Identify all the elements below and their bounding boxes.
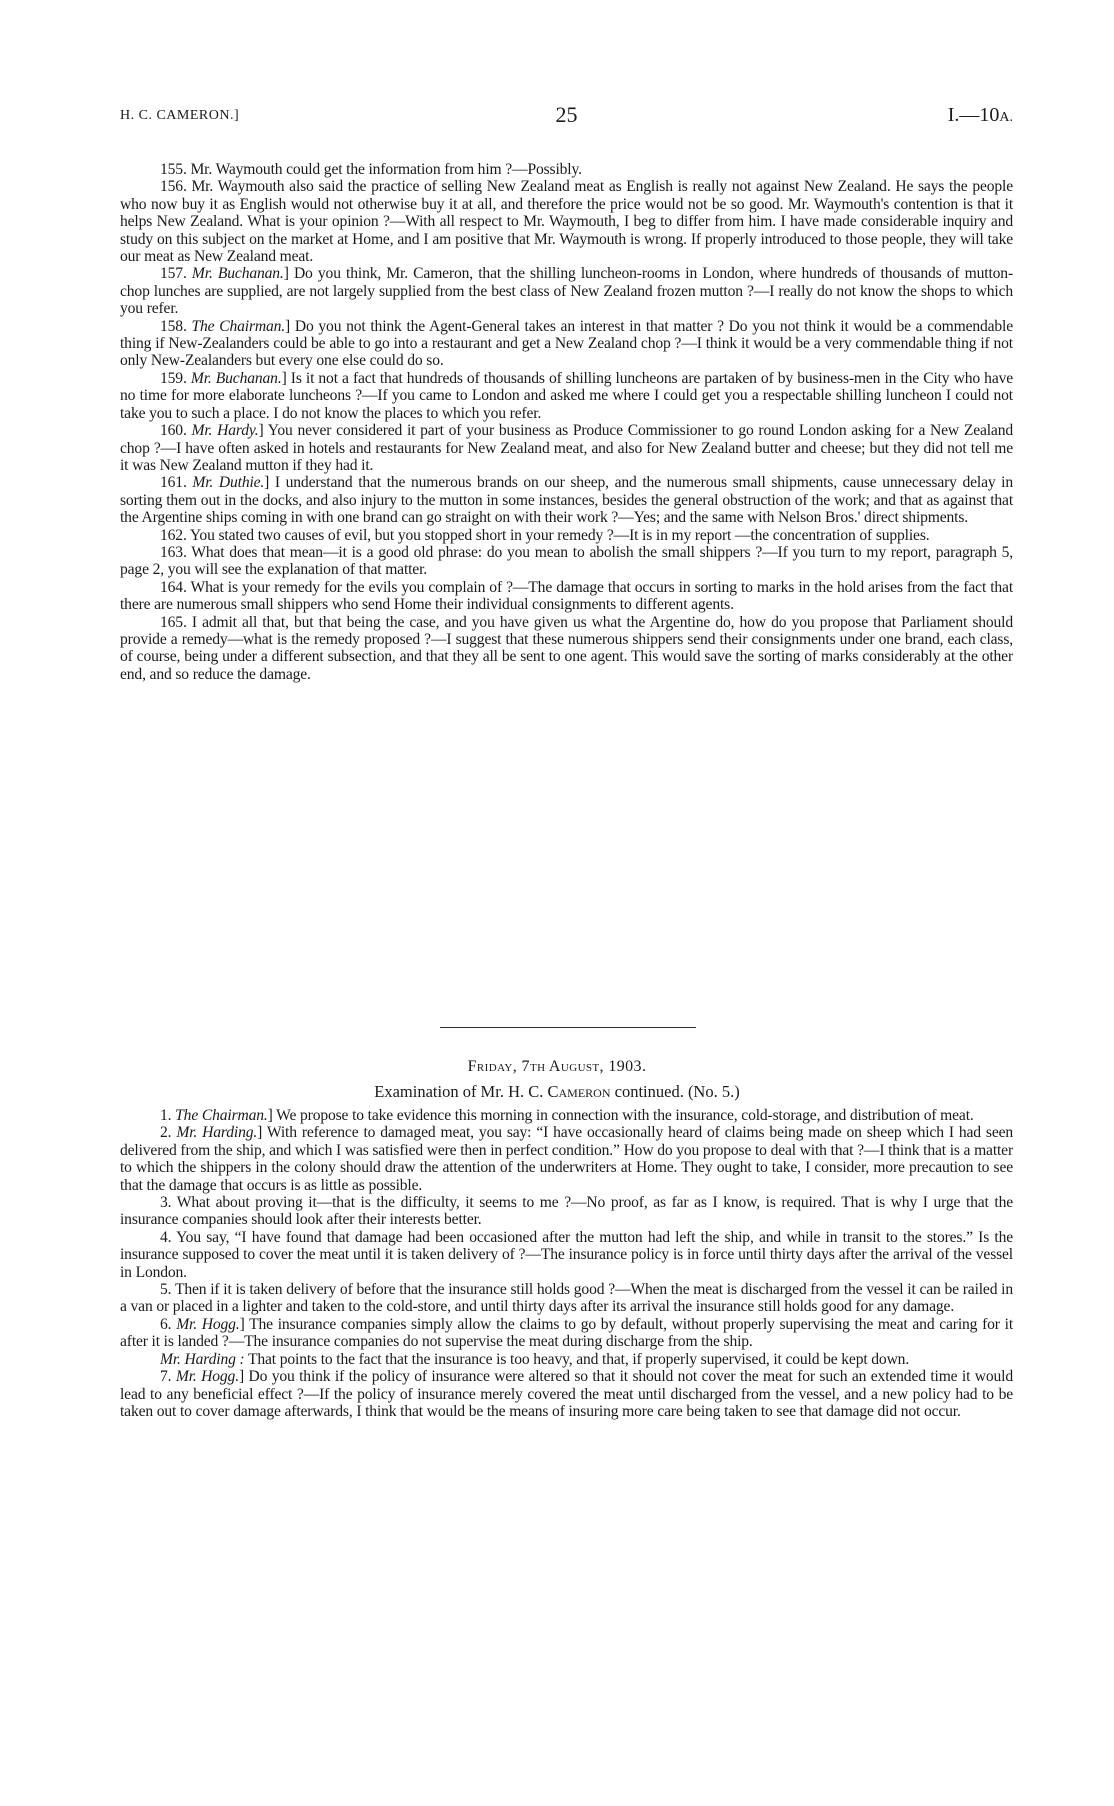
question-text: ] We propose to take evidence this morning in connection with the insurance, cold-storage, and distribution of meat. — [267, 1107, 974, 1124]
question-number: 161. — [160, 474, 187, 492]
witness-name: Cameron — [547, 1082, 611, 1101]
question-text: ] Do you think if the policy of insurance were altered so that it should not cover the meat for such an extended time it would lead to any beneficial effect ?—If the policy of insurance merely covered the meat until discharged from the vessel, and a new policy had to be taken out to cover damage afterwards, I think that would be the means of insuring more care being taken to see that damage did not occur. — [120, 1368, 1014, 1420]
question-paragraph — [120, 422, 1013, 474]
speaker-name: Mr. Buchanan. — [190, 369, 282, 387]
question-paragraph — [120, 161, 1013, 178]
question-paragraph — [120, 1368, 1013, 1420]
question-number: 162. — [160, 526, 187, 544]
question-text: I admit all that, but that being the case, and you have given us what the Argentine do, how do you propose that Parliament should provide a remedy—what is the remedy proposed ?—I suggest that these numerous shippers send their consignments under one brand, each class, of course, being under a different subsection, and that they all be sent to one agent. This would save the sorting of marks considerably at the other end, and so reduce the damage. — [120, 613, 1014, 683]
question-paragraph — [120, 1107, 1013, 1124]
question-paragraph — [120, 178, 1013, 265]
question-paragraph — [120, 614, 1013, 684]
question-number: 3. — [160, 1194, 172, 1212]
question-text: Then if it is taken delivery of before that the insurance still holds good ?—When the meat is discharged from the vessel it can be railed in a van or placed in a lighter and taken to the cold-store, and until thirty days after its arrival the insurance still holds good for any damage. — [120, 1281, 1014, 1316]
question-text: Mr. Waymouth could get the information from him ?—Possibly. — [190, 161, 582, 178]
question-text: What about proving it—that is the difficulty, it seems to me ?—No proof, as far as I know, is required. That is why I urge that the insurance companies should look after their interests better. — [120, 1194, 1013, 1229]
question-number: 4. — [160, 1228, 172, 1246]
examination-prefix: Examination of Mr. H. C. — [374, 1082, 544, 1101]
question-number: 157. — [160, 265, 187, 283]
speaker-name: Mr. Hogg. — [176, 1315, 240, 1333]
question-number: 159. — [160, 369, 187, 387]
question-number: 1. — [160, 1107, 172, 1124]
question-text: ] With reference to damaged meat, you say: “I have occasionally heard of claims being made on sheep which I had seen delivered from the ship, and which I was satisfied were then in perfect condition.” How do you propose to deal with that ?—I think that is a matter to which the shippers in the colony should draw the attention of the underwriters at Home. They ought to take, I consider, more precaution to see that the damage that occurs is as little as possible. — [120, 1124, 1014, 1194]
question-text: What is your remedy for the evils you complain of ?—The damage that occurs in sorting to marks in the hold arises from the fact that there are numerous small shippers who send Home their individual consignments to different agents. — [120, 578, 1014, 614]
question-paragraph — [120, 1281, 1013, 1316]
question-text: ] I understand that the numerous brands on our sheep, and the numerous small shipments, cause unnecessary delay in sorting them out in the docks, and also injury to the mutton in some instances, besides the general obstruction of the work; and that as against that the Argentine ships coming in with one brand can go straight on with their work ?—Yes; and the same with Nelson Bros.' direct shipments. — [120, 474, 1014, 527]
speaker-name: Mr. Harding. — [176, 1124, 258, 1142]
question-number: 160. — [160, 422, 187, 440]
speaker-name: The Chairman. — [175, 1107, 268, 1124]
question-text: That points to the fact that the insurance is too heavy, and that, if properly supervised, it could be kept down. — [244, 1350, 910, 1368]
speaker-name: Mr. Buchanan. — [191, 265, 284, 283]
section-divider — [440, 1027, 696, 1028]
question-number: 155. — [160, 161, 187, 178]
page-number: 25 — [555, 102, 578, 127]
question-paragraph — [120, 527, 1013, 544]
question-text: What does that mean—it is a good old phrase: do you mean to abolish the small shippers ?—If you turn to my report, paragraph 5, page 2, you will see the explanation of that matter. — [120, 543, 1013, 579]
speaker-name: The Chairman. — [191, 317, 286, 335]
question-paragraph — [120, 579, 1013, 614]
speaker-name: Mr. Hardy. — [191, 422, 259, 440]
document-reference-suffix: A. — [999, 110, 1013, 125]
question-text: ] The insurance companies simply allow the claims to go by default, without properly supervising the meat and caring for it after it is landed ?—The insurance companies do not supervise the meat during discharge from the ship. — [120, 1315, 1014, 1351]
speaker-name: Mr. Duthie. — [192, 474, 265, 492]
question-paragraph — [120, 1351, 1013, 1368]
question-paragraph — [120, 544, 1013, 579]
question-paragraph — [120, 1194, 1013, 1229]
question-text: ] Do you not think the Agent-General takes an interest in that matter ? Do you not think it would be a commendable thing if New-Zealanders could be able to go into a restaurant and get a New Zealand chop ?—I think it would be a very commendable thing if not only New-Zealanders but every one else could do so. — [120, 317, 1014, 370]
page-header — [120, 102, 1013, 130]
question-number: 164. — [160, 578, 187, 596]
question-text: You stated two causes of evil, but you stopped short in your remedy ?—It is in my report —the concentration of supplies. — [189, 526, 930, 544]
date-heading: Friday, 7th August, 1903. — [467, 1058, 647, 1075]
question-paragraph — [120, 1124, 1013, 1194]
question-number: 158. — [160, 317, 187, 335]
question-text: ] Do you think, Mr. Cameron, that the shilling luncheon-rooms in London, where hundreds of thousands of mutton-chop lunches are supplied, are not largely supplied from the best class of New Zealand frozen mutton ?—I really do not know the shops to which you refer. — [120, 265, 1013, 318]
question-paragraph — [120, 265, 1013, 317]
evidence-section-1 — [120, 161, 1013, 683]
question-number: 5. — [160, 1281, 172, 1299]
question-text: Mr. Waymouth also said the practice of selling New Zealand meat as English is really not against New Zealand. He says the people who now buy it as English would not otherwise buy it at all, and therefore the price would not be so good. Mr. Waymouth's contention is that it helps New Zealand. What is your opinion ?—With all respect to Mr. Waymouth, I beg to differ from him. I have made considerable inquiry and study on this subject on the market at Home, and I am positive that Mr. Waymouth is wrong. If properly introduced to those people, they will take our meat as New Zealand meat. — [120, 178, 1013, 266]
question-paragraph — [120, 1229, 1013, 1281]
question-text: ] You never considered it part of your business as Produce Commissioner to go round London asking for a New Zealand chop ?—I have often asked in hotels and restaurants for New Zealand meat, and also for New Zealand butter and cheese; but they did not tell me it was New Zealand mutton if they had it. — [120, 422, 1013, 474]
question-paragraph — [120, 1316, 1013, 1351]
speaker-name: Mr. Harding : — [160, 1350, 245, 1368]
question-paragraph — [120, 370, 1013, 422]
document-reference — [948, 104, 1013, 127]
header-witness: H. C. CAMERON.] — [120, 108, 240, 123]
examination-heading — [0, 1082, 1114, 1102]
evidence-section-2 — [120, 1107, 1013, 1420]
question-number: 7. — [160, 1368, 172, 1386]
examination-suffix: continued. (No. 5.) — [614, 1082, 740, 1101]
question-paragraph — [120, 474, 1013, 526]
question-text: You say, “I have found that damage had been occasioned after the mutton had left the ship, and while in transit to the stores.” Is the insurance supposed to cover the meat until it is taken delivery of ?—The insurance policy is in force until thirty days after the arrival of the vessel in London. — [120, 1228, 1014, 1281]
question-number: 163. — [160, 543, 187, 561]
question-number: 6. — [160, 1315, 172, 1333]
question-number: 156. — [160, 178, 187, 196]
question-number: 165. — [160, 613, 187, 631]
speaker-name: Mr. Hogg. — [175, 1368, 239, 1386]
question-text: ] Is it not a fact that hundreds of thousands of shilling luncheons are partaken of by business-men in the City who have no time for more elaborate luncheons ?—If you came to London and asked me where I could get you a respectable shilling luncheon I could not take you to such a place. I do not know the places to which you refer. — [120, 369, 1014, 422]
question-number: 2. — [160, 1124, 172, 1142]
document-reference-main: I.—10 — [947, 104, 1000, 126]
question-paragraph — [120, 318, 1013, 370]
